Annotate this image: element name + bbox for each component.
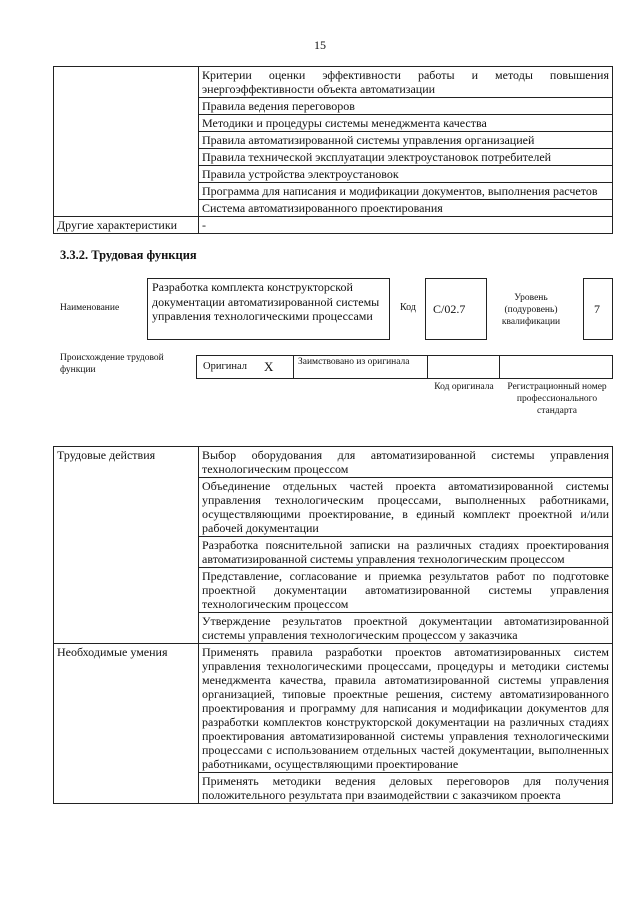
table-row: Применять методики ведения деловых переговоров для получения положительного результата при взаимодействии с заказчиком проекта (199, 773, 613, 804)
section-title: 3.3.2. Трудовая функция (60, 248, 197, 262)
borrowed-cell: Заимствовано из оригинала (293, 355, 428, 379)
original-mark: X (264, 359, 274, 374)
table-row: Правила автоматизированной системы управления организацией (199, 132, 613, 149)
reg-number-cell (499, 355, 613, 379)
table-row: Система автоматизированного проектирования (199, 200, 613, 217)
characteristics-table (53, 66, 613, 234)
table-row: Программа для написания и модификации документов, выполнения расчетов (199, 183, 613, 200)
original-cell (196, 355, 294, 379)
name-label: Наименование (60, 303, 120, 313)
reg-number-label: Регистрационный номер профессионального стандарта (507, 382, 607, 416)
level-value: 7 (583, 278, 613, 340)
table-row: Утверждение результатов проектной документации автоматизированной системы управления технологическим процессом у заказчика (199, 613, 613, 644)
level-label: Уровень (подуровень) квалификации (501, 293, 561, 327)
table-row: Методики и процедуры системы менеджмента качества (199, 115, 613, 132)
original-label: Оригинал (203, 361, 247, 372)
table-row: Применять правила разработки проектов автоматизированных систем управления технологическими процессами, процедуры и методики системы менеджмента качества, правила автоматизированной системы управления организацией, типовые проектные решения, систему автоматизированного проектирования и программу для написания и модификации документов для разработки комплектов конструкторской документации на различных стадиях проектирования автоматизированной системы управления технологическими процессами с использованием отдельных частей документации, выполненных работниками, осуществляющими проектирование (199, 644, 613, 773)
table-row: Критерии оценки эффективности работы и методы повышения энергоэффективности объекта автоматизации (199, 67, 613, 98)
table-row: Объединение отдельных частей проекта автоматизированной системы управления технологическим процессами, выполненных работниками, осуществляющими проектирование, в единый комплект проектной и/или рабочей документации (199, 478, 613, 537)
code-original-label: Код оригинала (434, 382, 494, 392)
table-row: Правила устройства электроустановок (199, 166, 613, 183)
table-row: Разработка пояснительной записки на различных стадиях проектирования автоматизированной системы управления технологическим процессом (199, 537, 613, 568)
other-characteristics-label: Другие характеристики (54, 217, 199, 234)
origin-label: Происхождение трудовой функции (60, 353, 164, 375)
function-name-value: Разработка комплекта конструкторской документации автоматизированной системы управления технологическими процессами (147, 278, 390, 340)
table-row: Представление, согласование и приемка результатов работ по подготовке проектной документации автоматизированной системы управления технологическим процессом (199, 568, 613, 613)
code-value: С/02.7 (425, 278, 487, 340)
empty-cell (54, 67, 199, 217)
function-details-table (53, 446, 613, 804)
code-label: Код (400, 302, 416, 313)
page-number: 15 (314, 38, 326, 52)
skills-label: Необходимые умения (54, 644, 199, 804)
table-row: Правила ведения переговоров (199, 98, 613, 115)
code-original-cell (427, 355, 500, 379)
other-characteristics-value: - (199, 217, 613, 234)
table-row: Правила технической эксплуатации электроустановок потребителей (199, 149, 613, 166)
actions-label: Трудовые действия (54, 447, 199, 644)
table-row: Выбор оборудования для автоматизированной системы управления технологическим процессом (199, 447, 613, 478)
